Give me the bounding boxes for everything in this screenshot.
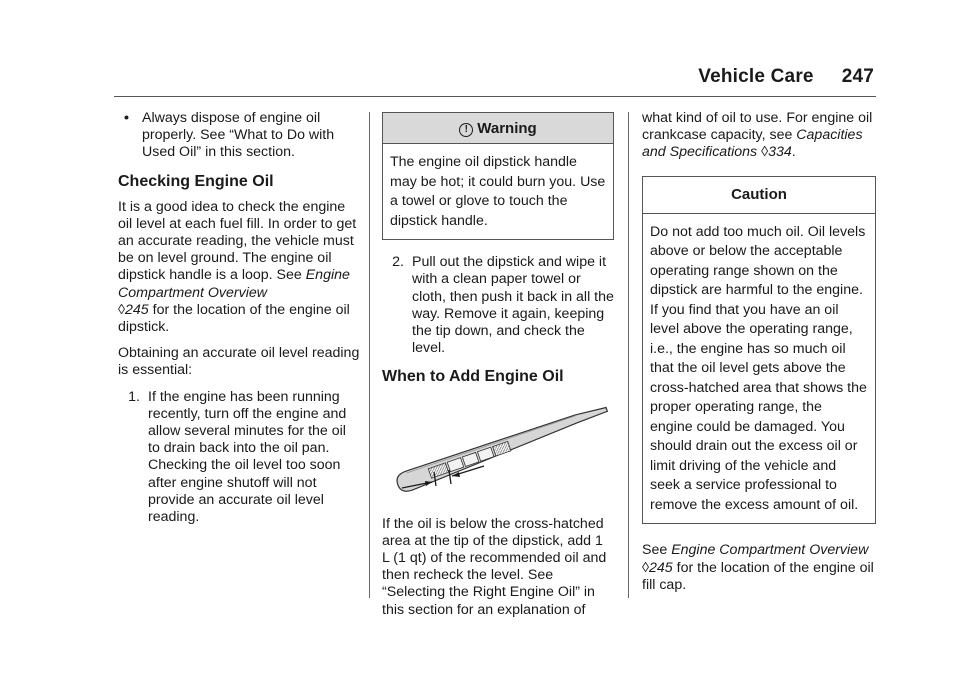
warning-icon: ! [459, 123, 473, 137]
bullet-text: Always dispose of engine oil properly. See “What to Do with Used Oil” in this section. [142, 110, 335, 161]
header-title: Vehicle Care [698, 66, 814, 87]
page-ref-number[interactable]: 245 [125, 301, 149, 318]
caution-box [642, 176, 876, 525]
page-ref-number[interactable]: 245 [649, 559, 673, 576]
step-number: 2. [392, 254, 404, 271]
link-engine-compartment-overview[interactable]: Engine Compartment Overview [671, 542, 869, 559]
warning-title: Warning [477, 120, 537, 137]
paragraph-oil-fill-cap: See Engine Compartment Overview ◊245 for the location of the engine oil fill cap. [642, 542, 874, 593]
warning-body: The engine oil dipstick handle may be hot; it could burn you. Use a towel or glove to touch the dipstick handle. [390, 154, 606, 229]
column-divider-right [628, 112, 629, 598]
warning-header [383, 113, 613, 144]
page-ref-arrow-icon: ◊ [761, 144, 769, 161]
bullet-mark: • [124, 110, 129, 126]
step-number: 1. [128, 388, 140, 405]
page-ref-number[interactable]: 334 [768, 144, 792, 161]
link-capacities-specifications[interactable]: Capacities and Specifications [642, 127, 863, 161]
paragraph-add-oil: If the oil is below the cross-hatched area at the tip of the dipstick, add 1 L (1 qt) of the recommended oil and then recheck the level. See “Selecting the Right Engine Oil” in this section for an explanation of [382, 515, 607, 618]
page-header [698, 66, 874, 88]
step-1 [118, 389, 360, 527]
warning-box [382, 112, 614, 240]
step-text: If the engine has been running recently, turn off the engine and allow several minutes for the oil to drain back into the oil pan. Checking the oil level too soon after engine shutoff will not provide an accurate oil level reading. [148, 388, 347, 526]
paragraph-oil-kind: what kind of oil to use. For engine oil crankcase capacity, see Capacities and Specifications ◊334. [642, 110, 873, 161]
caution-title: Caution [643, 177, 875, 214]
column-3 [642, 110, 876, 603]
caution-body: Do not add too much oil. Oil levels above or below the acceptable operating range shown on the dipstick are harmful to the engine. If you find that you have an oil level above the operating range, i.e., the engine has so much oil that the oil level gets above the cross-hatched area that shows the proper operating range, the engine could be damaged. You should drain out the excess oil or limit driving of the vehicle and seek a service professional to remove the excess amount of oil. [650, 223, 867, 513]
column-2 [382, 112, 614, 628]
step-text: Pull out the dipstick and wipe it with a clean paper towel or cloth, then push it back in all the way. Remove it again, keeping the tip down, and check the level. [412, 254, 614, 357]
column-1 [118, 110, 360, 534]
section-title-checking-oil: Checking Engine Oil [118, 172, 274, 190]
paragraph-accurate-reading: Obtaining an accurate oil level reading is essential: [118, 345, 360, 379]
page-ref-arrow-icon: ◊ [642, 559, 650, 576]
page-ref-arrow-icon: ◊ [118, 301, 126, 318]
link-engine-compartment-overview[interactable]: Engine Compartment Overview [118, 267, 350, 301]
page-number: 247 [841, 66, 874, 87]
paragraph-check-oil: It is a good idea to check the engine oil level at each fuel fill. In order to get an accurate reading, the vehicle must be on level ground. The engine oil dipstick handle is a loop. See Engine Compartment Overview ◊245 for the location of the engine oil dipstick. [118, 198, 357, 336]
header-rule [114, 96, 876, 97]
section-title-when-to-add: When to Add Engine Oil [382, 368, 564, 386]
step-2 [382, 254, 614, 357]
dipstick-illustration [382, 400, 614, 500]
bullet-item [118, 110, 360, 162]
column-divider-left [369, 112, 370, 598]
